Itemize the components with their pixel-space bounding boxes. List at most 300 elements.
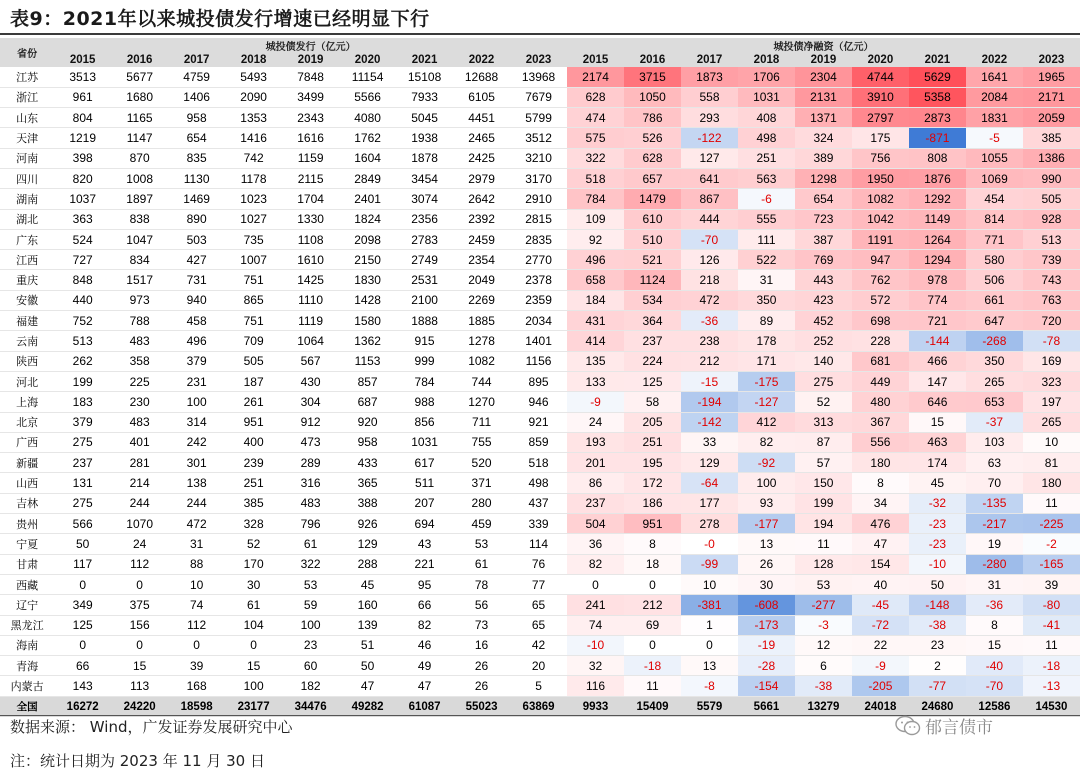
net-financing-cell: 990 [1023, 168, 1080, 188]
net-financing-cell: 47 [852, 534, 909, 554]
province-cell: 天津 [0, 128, 54, 148]
net-financing-cell: 194 [795, 514, 852, 534]
net-financing-cell: 769 [795, 250, 852, 270]
province-cell: 全国 [0, 696, 54, 716]
issuance-cell: 524 [54, 229, 111, 249]
net-financing-cell: -13 [1023, 676, 1080, 696]
net-financing-cell: 45 [909, 473, 966, 493]
net-financing-cell: 1294 [909, 250, 966, 270]
net-financing-cell: 22 [852, 635, 909, 655]
net-financing-cell: 756 [852, 148, 909, 168]
net-financing-cell: 658 [567, 270, 624, 290]
bond-table [0, 38, 1080, 717]
issuance-cell: 731 [168, 270, 225, 290]
issuance-cell: 859 [510, 432, 567, 452]
issuance-cell: 2910 [510, 189, 567, 209]
net-financing-cell: 449 [852, 371, 909, 391]
net-financing-cell: 814 [966, 209, 1023, 229]
issuance-cell: 856 [396, 412, 453, 432]
net-financing-cell: 237 [567, 493, 624, 513]
net-financing-cell: 978 [909, 270, 966, 290]
net-financing-cell: -5 [966, 128, 1023, 148]
issuance-cell: 483 [282, 493, 339, 513]
issuance-cell: 2749 [396, 250, 453, 270]
net-financing-cell: -80 [1023, 595, 1080, 615]
net-financing-cell: 8 [624, 534, 681, 554]
issuance-cell: 727 [54, 250, 111, 270]
watermark [895, 713, 993, 738]
net-financing-cell: 212 [624, 595, 681, 615]
issuance-cell: 143 [54, 676, 111, 696]
issuance-cell: 1680 [111, 87, 168, 107]
issuance-cell: 95 [396, 574, 453, 594]
issuance-cell: 280 [453, 493, 510, 513]
net-financing-cell: 228 [852, 331, 909, 351]
net-financing-cell: 6 [795, 656, 852, 676]
province-cell: 浙江 [0, 87, 54, 107]
net-financing-cell: -165 [1023, 554, 1080, 574]
issuance-cell: 349 [54, 595, 111, 615]
issuance-cell: 946 [510, 392, 567, 412]
net-financing-cell: -36 [681, 311, 738, 331]
issuance-cell: 100 [168, 392, 225, 412]
issuance-cell: 73 [453, 615, 510, 635]
issuance-cell: 47 [396, 676, 453, 696]
net-financing-cell: 350 [966, 351, 1023, 371]
table-row [0, 270, 1080, 290]
issuance-cell: 654 [168, 128, 225, 148]
province-cell: 宁夏 [0, 534, 54, 554]
header-year-issuance-2016: 2016 [111, 53, 168, 67]
issuance-cell: 1064 [282, 331, 339, 351]
net-financing-cell: 201 [567, 453, 624, 473]
issuance-cell: 114 [510, 534, 567, 554]
net-financing-cell: 2304 [795, 67, 852, 87]
table-row [0, 189, 1080, 209]
issuance-cell: 2049 [453, 270, 510, 290]
issuance-cell: 183 [54, 392, 111, 412]
header-year-net-2015: 2015 [567, 53, 624, 67]
net-financing-cell: 265 [966, 371, 1023, 391]
net-financing-cell: 322 [567, 148, 624, 168]
issuance-cell: 288 [339, 554, 396, 574]
net-financing-cell: -6 [738, 189, 795, 209]
issuance-cell: 2378 [510, 270, 567, 290]
issuance-cell: 78 [453, 574, 510, 594]
issuance-cell: 1580 [339, 311, 396, 331]
net-financing-cell: 0 [681, 635, 738, 655]
issuance-cell: 358 [111, 351, 168, 371]
issuance-cell: 24 [111, 534, 168, 554]
net-financing-cell: 1069 [966, 168, 1023, 188]
net-financing-cell: 1055 [966, 148, 1023, 168]
issuance-cell: 131 [54, 473, 111, 493]
net-financing-cell: 480 [852, 392, 909, 412]
net-financing-cell: 476 [852, 514, 909, 534]
net-financing-cell: 128 [795, 554, 852, 574]
net-financing-cell: -268 [966, 331, 1023, 351]
net-financing-cell: 389 [795, 148, 852, 168]
net-financing-cell: 1050 [624, 87, 681, 107]
net-financing-cell: 252 [795, 331, 852, 351]
issuance-cell: 505 [225, 351, 282, 371]
issuance-cell: 15 [225, 656, 282, 676]
issuance-cell: 1469 [168, 189, 225, 209]
table-row [0, 554, 1080, 574]
net-financing-cell: -154 [738, 676, 795, 696]
net-financing-cell: -122 [681, 128, 738, 148]
net-financing-cell: 653 [966, 392, 1023, 412]
issuance-cell: 53 [453, 534, 510, 554]
issuance-cell: 301 [168, 453, 225, 473]
net-financing-cell: 698 [852, 311, 909, 331]
issuance-cell: 1878 [396, 148, 453, 168]
issuance-cell: 3210 [510, 148, 567, 168]
net-financing-cell: 1292 [909, 189, 966, 209]
net-financing-cell: -127 [738, 392, 795, 412]
issuance-cell: 328 [225, 514, 282, 534]
issuance-cell: 66 [54, 656, 111, 676]
net-financing-cell: 558 [681, 87, 738, 107]
issuance-cell: 709 [225, 331, 282, 351]
net-financing-cell: 641 [681, 168, 738, 188]
net-financing-cell: 23 [909, 635, 966, 655]
issuance-cell: 1938 [396, 128, 453, 148]
net-financing-cell: -225 [1023, 514, 1080, 534]
issuance-cell: 2090 [225, 87, 282, 107]
issuance-cell: 788 [111, 311, 168, 331]
issuance-cell: 1425 [282, 270, 339, 290]
issuance-cell: 973 [111, 290, 168, 310]
issuance-cell: 1110 [282, 290, 339, 310]
province-cell: 四川 [0, 168, 54, 188]
issuance-cell: 617 [396, 453, 453, 473]
net-financing-cell: 19 [966, 534, 1023, 554]
net-financing-cell: 18 [624, 554, 681, 574]
issuance-cell: 1401 [510, 331, 567, 351]
issuance-cell: 784 [396, 371, 453, 391]
issuance-cell: 751 [225, 270, 282, 290]
issuance-cell: 10 [168, 574, 225, 594]
issuance-cell: 65 [510, 595, 567, 615]
issuance-cell: 2100 [396, 290, 453, 310]
net-financing-cell: -37 [966, 412, 1023, 432]
issuance-cell: 2115 [282, 168, 339, 188]
net-financing-cell: 31 [966, 574, 1023, 594]
source-text: 数据来源： Wind，广发证券发展研究中心 [10, 718, 293, 736]
issuance-cell: 988 [396, 392, 453, 412]
net-financing-cell: -217 [966, 514, 1023, 534]
net-financing-cell: 93 [738, 493, 795, 513]
net-financing-cell: 15409 [624, 696, 681, 716]
table-row [0, 493, 1080, 513]
net-financing-cell: -40 [966, 656, 1023, 676]
province-cell: 河南 [0, 148, 54, 168]
net-financing-cell: 116 [567, 676, 624, 696]
net-financing-cell: 57 [795, 453, 852, 473]
header-year-net-2017: 2017 [681, 53, 738, 67]
issuance-cell: 61087 [396, 696, 453, 716]
province-cell: 陕西 [0, 351, 54, 371]
issuance-cell: 1330 [282, 209, 339, 229]
issuance-cell: 2425 [453, 148, 510, 168]
issuance-cell: 1278 [453, 331, 510, 351]
issuance-cell: 895 [510, 371, 567, 391]
province-cell: 新疆 [0, 453, 54, 473]
net-financing-cell: 513 [1023, 229, 1080, 249]
issuance-cell: 46 [396, 635, 453, 655]
net-financing-cell: 24680 [909, 696, 966, 716]
table-row [0, 128, 1080, 148]
table-row [0, 534, 1080, 554]
issuance-cell: 230 [111, 392, 168, 412]
net-financing-cell: -175 [738, 371, 795, 391]
net-financing-cell: 5661 [738, 696, 795, 716]
issuance-cell: 53 [282, 574, 339, 594]
net-financing-cell: -144 [909, 331, 966, 351]
header-year-net-2018: 2018 [738, 53, 795, 67]
issuance-cell: 3074 [396, 189, 453, 209]
net-financing-cell: 81 [1023, 453, 1080, 473]
issuance-cell: 23177 [225, 696, 282, 716]
issuance-cell: 2979 [453, 168, 510, 188]
table-row [0, 168, 1080, 188]
net-financing-cell: -32 [909, 493, 966, 513]
net-financing-cell: -9 [852, 656, 909, 676]
net-financing-cell: 293 [681, 108, 738, 128]
issuance-cell: 459 [453, 514, 510, 534]
issuance-cell: 1027 [225, 209, 282, 229]
issuance-cell: 289 [282, 453, 339, 473]
table-row [0, 209, 1080, 229]
issuance-cell: 50 [54, 534, 111, 554]
net-financing-cell: 563 [738, 168, 795, 188]
issuance-cell: 31 [168, 534, 225, 554]
issuance-cell: 388 [339, 493, 396, 513]
header-year-net-2021: 2021 [909, 53, 966, 67]
net-financing-cell: -177 [738, 514, 795, 534]
net-financing-cell: 12586 [966, 696, 1023, 716]
net-financing-cell: 86 [567, 473, 624, 493]
issuance-cell: 865 [225, 290, 282, 310]
net-financing-cell: 177 [681, 493, 738, 513]
issuance-cell: 363 [54, 209, 111, 229]
province-cell: 湖南 [0, 189, 54, 209]
table-row [0, 290, 1080, 310]
table-row [0, 432, 1080, 452]
net-financing-cell: 89 [738, 311, 795, 331]
issuance-cell: 7933 [396, 87, 453, 107]
net-financing-cell: 238 [681, 331, 738, 351]
net-financing-cell: 506 [966, 270, 1023, 290]
net-financing-cell: -871 [909, 128, 966, 148]
net-financing-cell: 534 [624, 290, 681, 310]
issuance-cell: 275 [54, 493, 111, 513]
table-row [0, 351, 1080, 371]
net-financing-cell: 628 [567, 87, 624, 107]
net-financing-cell: -23 [909, 534, 966, 554]
table-row [0, 676, 1080, 696]
table-row [0, 615, 1080, 635]
issuance-cell: 2401 [339, 189, 396, 209]
issuance-cell: 940 [168, 290, 225, 310]
net-financing-cell: 452 [795, 311, 852, 331]
net-financing-cell: 572 [852, 290, 909, 310]
issuance-cell: 304 [282, 392, 339, 412]
table-row [0, 311, 1080, 331]
net-financing-cell: 0 [567, 574, 624, 594]
issuance-cell: 1830 [339, 270, 396, 290]
province-cell: 山西 [0, 473, 54, 493]
net-financing-cell: 74 [567, 615, 624, 635]
issuance-cell: 112 [111, 554, 168, 574]
net-financing-cell: 723 [795, 209, 852, 229]
net-financing-cell: 109 [567, 209, 624, 229]
issuance-cell: 13968 [510, 67, 567, 87]
net-financing-cell: 13 [681, 656, 738, 676]
net-financing-cell: -194 [681, 392, 738, 412]
net-financing-cell: -77 [909, 676, 966, 696]
net-financing-cell: 1641 [966, 67, 1023, 87]
net-financing-cell: 1706 [738, 67, 795, 87]
issuance-cell: 1762 [339, 128, 396, 148]
issuance-cell: 3513 [54, 67, 111, 87]
net-financing-cell: -277 [795, 595, 852, 615]
issuance-cell: 113 [111, 676, 168, 696]
issuance-cell: 483 [111, 412, 168, 432]
net-financing-cell: 1031 [738, 87, 795, 107]
net-financing-cell: 575 [567, 128, 624, 148]
issuance-cell: 2098 [339, 229, 396, 249]
net-financing-cell: 510 [624, 229, 681, 249]
net-financing-cell: 408 [738, 108, 795, 128]
issuance-cell: 4759 [168, 67, 225, 87]
net-financing-cell: 205 [624, 412, 681, 432]
net-financing-cell: 224 [624, 351, 681, 371]
issuance-cell: 0 [111, 635, 168, 655]
net-financing-cell: 241 [567, 595, 624, 615]
net-financing-cell: 1124 [624, 270, 681, 290]
net-financing-cell: 195 [624, 453, 681, 473]
net-financing-cell: -64 [681, 473, 738, 493]
issuance-cell: 999 [396, 351, 453, 371]
table-row [0, 392, 1080, 412]
issuance-cell: 834 [111, 250, 168, 270]
issuance-cell: 42 [510, 635, 567, 655]
issuance-cell: 1604 [339, 148, 396, 168]
issuance-cell: 244 [168, 493, 225, 513]
net-financing-cell: -142 [681, 412, 738, 432]
net-financing-cell: 52 [795, 392, 852, 412]
issuance-cell: 566 [54, 514, 111, 534]
net-financing-cell: -70 [966, 676, 1023, 696]
province-cell: 辽宁 [0, 595, 54, 615]
net-financing-cell: -381 [681, 595, 738, 615]
province-cell: 河北 [0, 371, 54, 391]
header-year-net-2020: 2020 [852, 53, 909, 67]
issuance-cell: 11154 [339, 67, 396, 87]
issuance-cell: 1070 [111, 514, 168, 534]
net-financing-cell: 1082 [852, 189, 909, 209]
net-financing-cell: 172 [624, 473, 681, 493]
net-financing-cell: 171 [738, 351, 795, 371]
issuance-cell: 138 [168, 473, 225, 493]
issuance-cell: 752 [54, 311, 111, 331]
issuance-cell: 365 [339, 473, 396, 493]
net-financing-cell: -3 [795, 615, 852, 635]
net-financing-cell: 784 [567, 189, 624, 209]
issuance-cell: 1888 [396, 311, 453, 331]
issuance-cell: 3499 [282, 87, 339, 107]
net-financing-cell: 1479 [624, 189, 681, 209]
issuance-cell: 61 [453, 554, 510, 574]
net-financing-cell: -41 [1023, 615, 1080, 635]
net-financing-cell: 472 [681, 290, 738, 310]
net-financing-cell: -18 [1023, 656, 1080, 676]
table-row [0, 148, 1080, 168]
net-financing-cell: 313 [795, 412, 852, 432]
net-financing-cell: -36 [966, 595, 1023, 615]
issuance-cell: 77 [510, 574, 567, 594]
net-financing-cell: 33 [681, 432, 738, 452]
issuance-cell: 735 [225, 229, 282, 249]
province-cell: 云南 [0, 331, 54, 351]
net-financing-cell: 0 [624, 635, 681, 655]
issuance-cell: 926 [339, 514, 396, 534]
issuance-cell: 5493 [225, 67, 282, 87]
net-financing-cell: 199 [795, 493, 852, 513]
issuance-cell: 34476 [282, 696, 339, 716]
header-year-issuance-2019: 2019 [282, 53, 339, 67]
net-financing-cell: 70 [966, 473, 1023, 493]
issuance-cell: 5566 [339, 87, 396, 107]
net-financing-cell: 5358 [909, 87, 966, 107]
net-financing-cell: 951 [624, 514, 681, 534]
table-row [0, 514, 1080, 534]
net-financing-cell: 237 [624, 331, 681, 351]
table-row [0, 635, 1080, 655]
issuance-cell: 1008 [111, 168, 168, 188]
issuance-cell: 100 [225, 676, 282, 696]
issuance-cell: 15108 [396, 67, 453, 87]
net-financing-cell: 265 [1023, 412, 1080, 432]
net-financing-cell: 610 [624, 209, 681, 229]
net-financing-cell: -45 [852, 595, 909, 615]
issuance-cell: 2642 [453, 189, 510, 209]
issuance-cell: 3512 [510, 128, 567, 148]
net-financing-cell: 103 [966, 432, 1023, 452]
net-financing-cell: 350 [738, 290, 795, 310]
net-financing-cell: 367 [852, 412, 909, 432]
issuance-cell: 239 [225, 453, 282, 473]
net-financing-cell: 69 [624, 615, 681, 635]
issuance-cell: 5045 [396, 108, 453, 128]
issuance-cell: 30 [225, 574, 282, 594]
title-rule [0, 33, 1080, 35]
net-financing-cell: 24018 [852, 696, 909, 716]
issuance-cell: 958 [339, 432, 396, 452]
issuance-cell: 1428 [339, 290, 396, 310]
issuance-cell: 59 [282, 595, 339, 615]
issuance-cell: 440 [54, 290, 111, 310]
net-financing-cell: -173 [738, 615, 795, 635]
net-financing-cell: 125 [624, 371, 681, 391]
issuance-cell: 88 [168, 554, 225, 574]
issuance-cell: 694 [396, 514, 453, 534]
province-cell: 海南 [0, 635, 54, 655]
net-financing-cell: 522 [738, 250, 795, 270]
issuance-cell: 1406 [168, 87, 225, 107]
